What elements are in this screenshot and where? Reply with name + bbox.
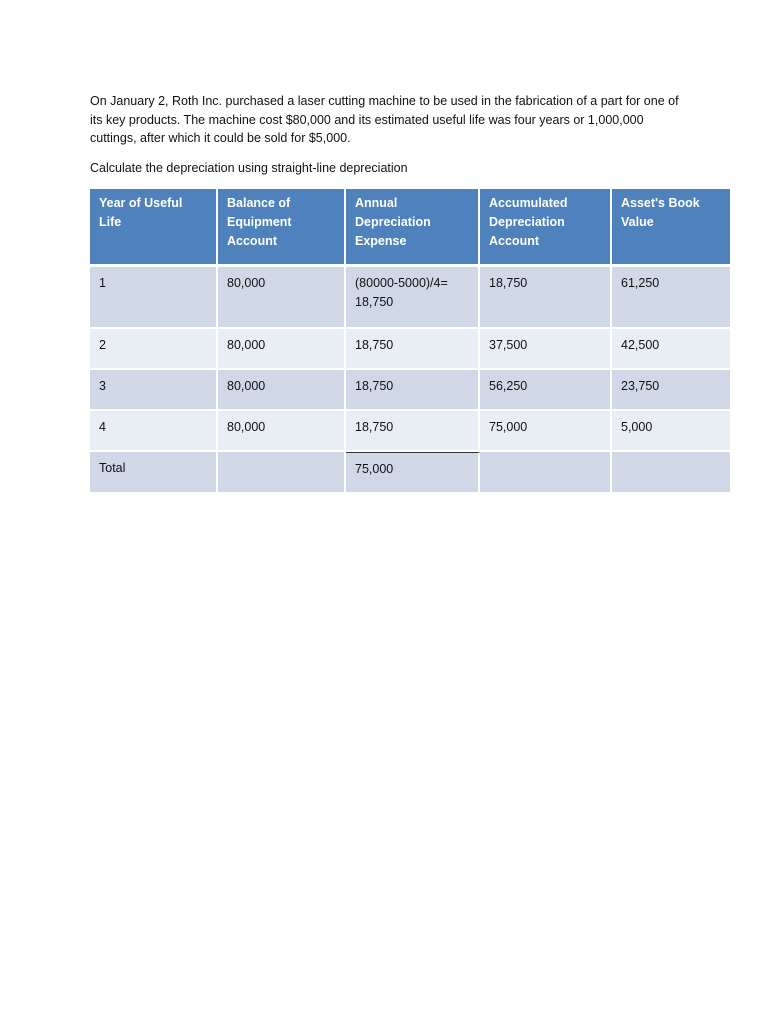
expense-value: 18,750: [355, 295, 394, 309]
cell-balance: 80,000: [218, 411, 346, 452]
header-annual-expense: Annual Depreciation Expense: [346, 189, 480, 267]
cell-accumulated: 75,000: [480, 411, 612, 452]
cell-year: 1: [90, 267, 218, 329]
cell-year: 3: [90, 370, 218, 411]
cell-total-book-value: [612, 452, 730, 494]
cell-annual-expense: 18,750: [346, 411, 480, 452]
cell-total-accumulated: [480, 452, 612, 494]
table-row: [90, 411, 730, 452]
cell-accumulated: 37,500: [480, 329, 612, 370]
cell-annual-expense: 18,750: [346, 370, 480, 411]
table-row: [90, 370, 730, 411]
cell-year: 2: [90, 329, 218, 370]
cell-total-label: Total: [90, 452, 218, 494]
expense-formula: (80000-5000)/4=: [355, 276, 448, 290]
cell-year: 4: [90, 411, 218, 452]
table-row: [90, 329, 730, 370]
table-body: [90, 267, 730, 494]
instruction-text: Calculate the depreciation using straight-line depreciation: [90, 161, 408, 175]
total-row: [90, 452, 730, 494]
header-book-value: Asset's Book Value: [612, 189, 730, 267]
header-year: Year of Useful Life: [90, 189, 218, 267]
cell-annual-expense: 18,750: [346, 329, 480, 370]
header-accumulated: Accumulated Depreciation Account: [480, 189, 612, 267]
cell-book-value: 5,000: [612, 411, 730, 452]
cell-annual-expense: [346, 267, 480, 329]
depreciation-table: [90, 189, 730, 494]
cell-book-value: 42,500: [612, 329, 730, 370]
cell-accumulated: 56,250: [480, 370, 612, 411]
cell-total-expense: 75,000: [346, 452, 480, 494]
header-row: [90, 189, 730, 267]
cell-accumulated: 18,750: [480, 267, 612, 329]
header-balance: Balance of Equipment Account: [218, 189, 346, 267]
table-row: [90, 267, 730, 329]
problem-statement: On January 2, Roth Inc. purchased a laser cutting machine to be used in the fabrication of a part for one of its key products. The machine cost $80,000 and its estimated useful life was four years or 1,000,000 cuttings, after which it could be sold for $5,000.: [90, 94, 679, 145]
cell-total-balance: [218, 452, 346, 494]
cell-book-value: 23,750: [612, 370, 730, 411]
table-header: [90, 189, 730, 267]
cell-balance: 80,000: [218, 370, 346, 411]
cell-balance: 80,000: [218, 267, 346, 329]
cell-book-value: 61,250: [612, 267, 730, 329]
cell-balance: 80,000: [218, 329, 346, 370]
